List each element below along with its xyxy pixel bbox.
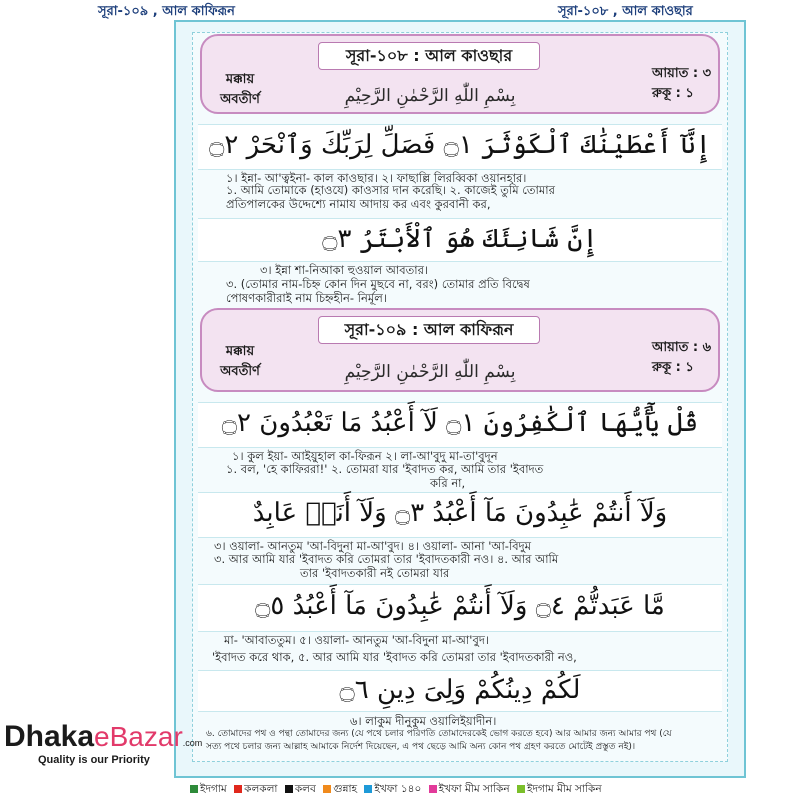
legend-label: কলকলা (244, 783, 278, 795)
legend-swatch (323, 785, 331, 793)
dhaka-ebazar-logo (4, 720, 202, 766)
surah-108-verse-1-meaning-b: প্রতিপালকের উদ্দেশ্যে নামায আদায় কর এবং কুরবানী কর, (226, 197, 491, 211)
legend-item (319, 783, 357, 795)
surah-109-verse-4-meaning-b: সত্য পথে চলার জন্য আল্লাহ আমাকে নির্দেশ দিয়েছেন, এ পথ ছেড়ে আমি অন্য কোন পথ গ্রহণ করতে মোটেই প্রস্তুত নই)। (206, 742, 636, 752)
logo-brand-ebazar: eBazar (94, 721, 183, 752)
surah-109-bismillah: بِسْمِ اللّٰهِ الرَّحْمٰنِ الرَّحِيْمِ (344, 362, 516, 382)
legend-label: ইখফা মীম সাকিন (438, 783, 510, 795)
surah-108-verse-1-meaning-a: ১. আমি তোমাকে (হাওযে) কাওসার দান করেছি। ২. কাজেই তুমি তোমার (226, 183, 555, 197)
legend-item (425, 783, 510, 795)
legend-swatch (517, 785, 525, 793)
surah-108-meta (652, 64, 718, 104)
legend-label: ইদগাম (200, 783, 227, 795)
surah-109-verse-1-meaning-a: ১. বল, 'হে কাফিররা!' ২. তোমরা যার 'ইবাদত কর, আমি তার 'ইবাদত (226, 462, 544, 476)
legend-swatch (364, 785, 372, 793)
surah-109-verse-2-meaning-a: ৩. আর আমি যার 'ইবাদত করি তোমরা তার 'ইবাদতকারী নও। ৪. আর আমি (214, 552, 559, 566)
surah-109-verse-1-transliteration: ১। কুল ইয়া- আইয়ুহাল কা-ফিরূন ২। লা-আ'বুদু মা-তা'বুদূন (232, 449, 498, 463)
surah-108-verse-2-transliteration: ৩। ইন্না শা-নিআকা হুওয়াল আবতার। (260, 263, 429, 277)
surah-108-verse-1-transliteration: ১। ইন্না- আ'ত্বইনা- কাল কাওছার। ২। ফাছাল্লি লিরব্বিকা ওয়ানহার। (226, 171, 527, 185)
legend-item (230, 783, 277, 795)
logo-brand-dhaka: Dhaka (4, 720, 95, 753)
surah-109-verse-4-transliteration: ৬। লাকুম দীনুকুম ওয়ালিইয়াদীন। (350, 714, 497, 728)
legend-label: গুন্নাহ (333, 783, 358, 795)
legend-label: ইদগাম মীম সাকিন (526, 783, 602, 795)
surah-109-verse-4-arabic: لَكُمْ دِينُكُمْ وَلِىَ دِينِ ۝٦ (339, 675, 581, 705)
revealed-line1: মক্কায় (225, 72, 255, 87)
surah-108-bismillah: بِسْمِ اللّٰهِ الرَّحْمٰنِ الرَّحِيْمِ (344, 86, 516, 106)
surah-109-meta (652, 338, 718, 378)
legend-item (513, 783, 602, 795)
running-header-right: সূরা-১০৮ , আল কাওছার (558, 4, 693, 19)
revealed-line2: অবতীর্ণ (220, 364, 260, 379)
surah-108-verse-2-meaning-b: পোষণকারীরাই নাম চিহ্নহীন- নির্মূল। (226, 291, 387, 305)
surah-109-verse-3-arabic: مَّا عَبَدتُّمْ ۝٤ وَلَآ أَنتُمْ عَٰبِدُونَ مَآ أَعْبُدُ ۝٥ (255, 591, 665, 621)
running-header-left: সূরা-১০৯ , আল কাফিরূন (98, 4, 235, 19)
legend-item (186, 783, 227, 795)
legend-item (281, 783, 316, 795)
surah-109-verse-2-meaning-b: তার 'ইবাদতকারী নই তোমরা যার (300, 566, 450, 580)
legend-label: কলব (294, 783, 316, 795)
surah-109-title: সূরা-১০৯ : আল কাফিরূন (318, 316, 540, 344)
surah-108-revealed (210, 70, 270, 110)
surah-109-verse-3-transliteration: মা- 'আবাততুম। ৫। ওয়ালা- আনতুম 'আ-বিদুনা মা-আ'বুদ। (224, 633, 490, 647)
ruku-count: রুকূ : ১ (652, 360, 694, 375)
ayat-count: আয়াত : ৬ (652, 340, 712, 355)
surah-109-verse-2-transliteration: ৩। ওয়ালা- আনতুম 'আ-বিদুনা মা-আ'বুদ। ৪। ওয়ালা- আনা 'আ-বিদুম (214, 539, 532, 553)
ayat-count: আয়াত : ৩ (652, 66, 712, 81)
legend-swatch (190, 785, 198, 793)
surah-108-verse-2-arabic: إِنَّ شَانِئَكَ هُوَ ٱلْأَبْتَرُ ۝٣ (322, 224, 598, 254)
surah-108-verse-1-arabic: إِنَّآ أَعْطَيْنَٰكَ ٱلْكَوْثَرَ ۝١ فَصَلِّ لِرَبِّكَ وَٱنْحَرْ ۝٢ (209, 130, 711, 160)
logo-tagline: Quality is our Priority (38, 754, 150, 766)
surah-108-title: সূরা-১০৮ : আল কাওছার (318, 42, 540, 70)
legend-label: ইখফা ১৪০ (374, 783, 422, 795)
revealed-line2: অবতীর্ণ (220, 92, 260, 107)
ruku-count: রুকূ : ১ (652, 86, 694, 101)
logo-domain: .com (182, 738, 203, 748)
surah-109-verse-3-meaning-a: 'ইবাদত করে থাক, ৫. আর আমি যার 'ইবাদত করি তোমরা তার 'ইবাদতকারী নও, (212, 650, 577, 664)
legend-swatch (285, 785, 293, 793)
revealed-line1: মক্কায় (225, 344, 255, 359)
surah-109-verse-2-arabic: وَلَآ أَنتُمْ عَٰبِدُونَ مَآ أَعْبُدُ ۝٣ وَلَآ أَنَا۠ عَابِدٌ (252, 498, 668, 528)
legend-item (360, 783, 421, 795)
tajweed-legend (186, 782, 602, 798)
surah-109-verse-4-meaning-a: ৬. তোমাদের পথ ও পন্থা তোমাদের জন্য (যে পথে চলার পরিণতি তোমাদেরকেই ভোগ করতে হবে) আর আমার জন্য আমার পথ (যে (206, 729, 672, 739)
surah-108-verse-2-meaning-a: ৩. (তোমার নাম-চিহ্ন কোন দিন মুছবে না, বরং) তোমার প্রতি বিদ্বেষ (226, 277, 530, 291)
legend-swatch (429, 785, 437, 793)
surah-109-verse-1-arabic: قُلْ يَٰٓأَيُّهَا ٱلْكَٰفِرُونَ ۝١ لَآ أَعْبُدُ مَا تَعْبُدُونَ ۝٢ (221, 408, 699, 438)
legend-swatch (234, 785, 242, 793)
surah-109-verse-1-meaning-b: করি না, (430, 476, 466, 490)
surah-109-revealed (210, 342, 270, 382)
